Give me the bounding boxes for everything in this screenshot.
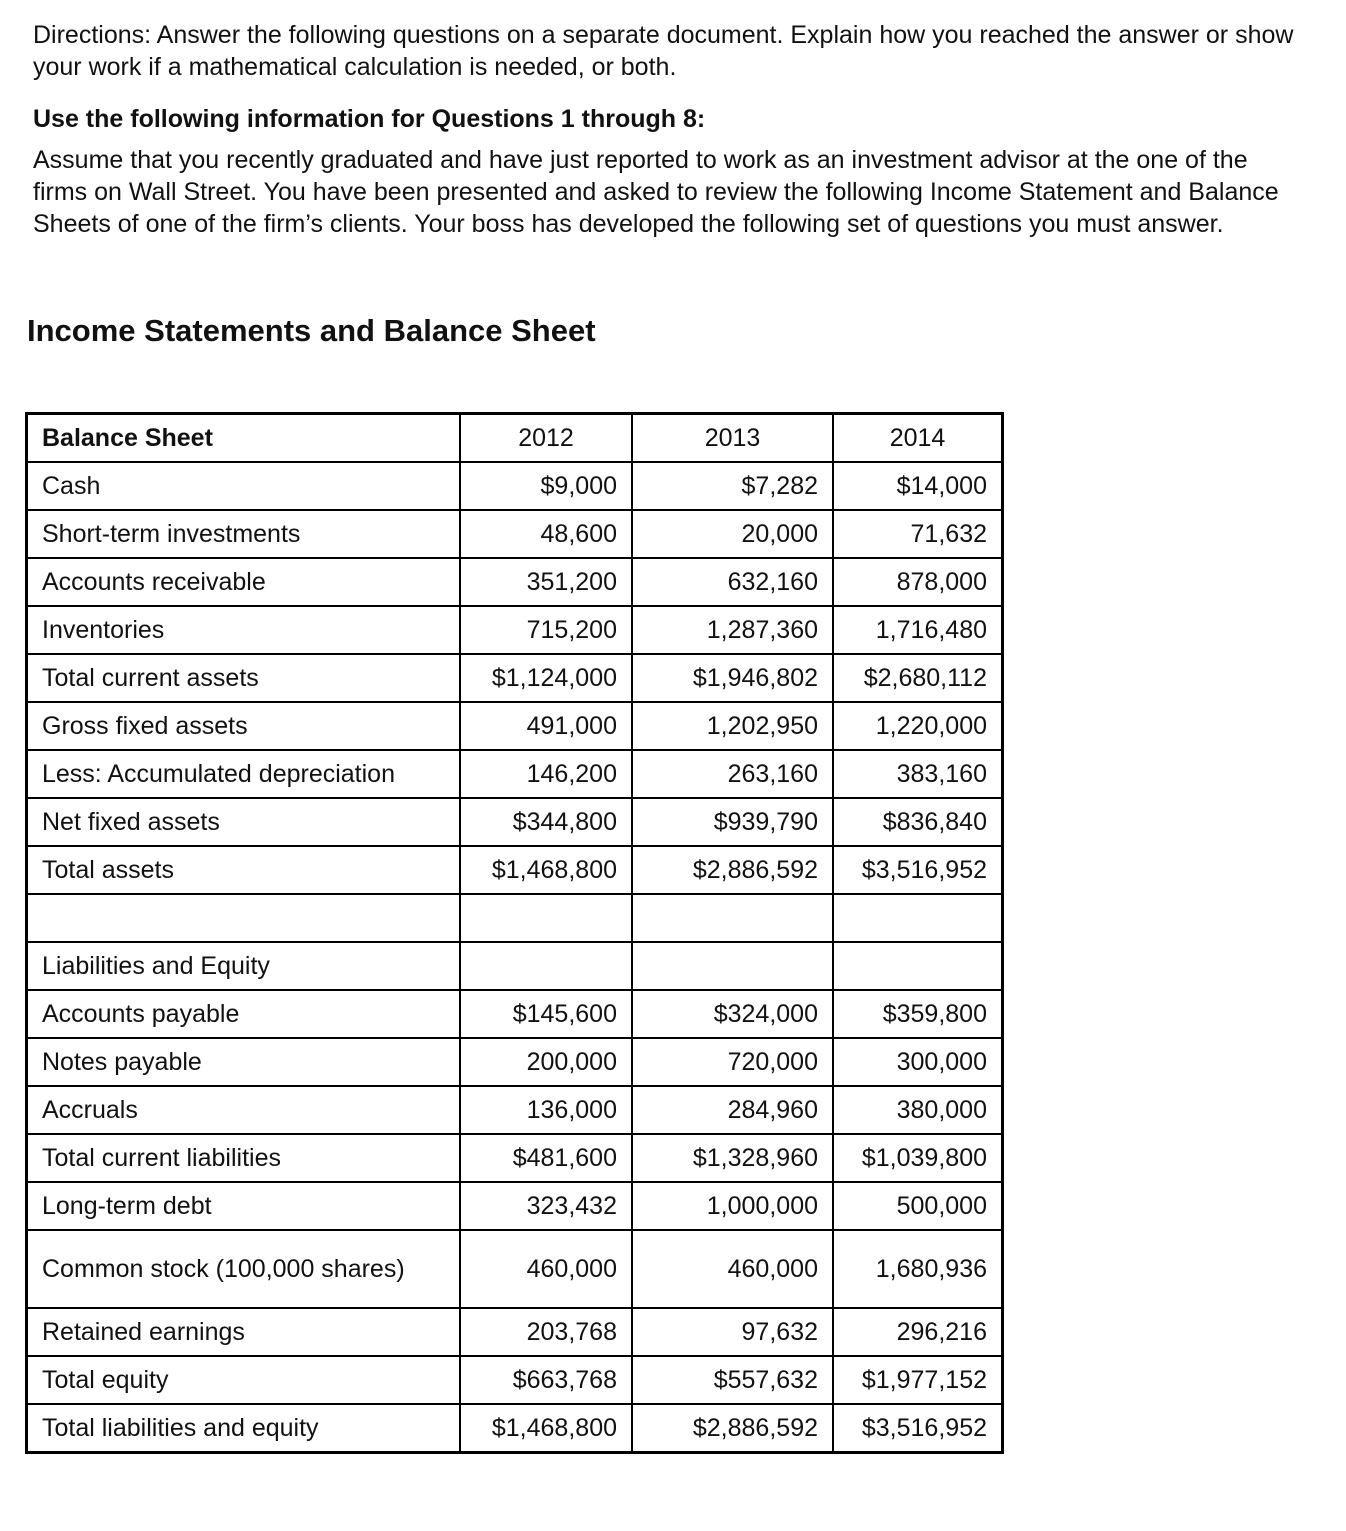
row-label: Cash — [27, 462, 461, 510]
table-row-gross-fixed-assets — [27, 702, 1003, 750]
cell-2014: 300,000 — [833, 1038, 1003, 1086]
cell-2013: $2,886,592 — [632, 1404, 833, 1453]
row-label: Total current liabilities — [27, 1134, 461, 1182]
cell-2013: 284,960 — [632, 1086, 833, 1134]
cell-2013: 720,000 — [632, 1038, 833, 1086]
cell-2013: $324,000 — [632, 990, 833, 1038]
cell-2013: 1,202,950 — [632, 702, 833, 750]
cell-2013: 263,160 — [632, 750, 833, 798]
cell-2013: 1,000,000 — [632, 1182, 833, 1230]
cell-2012: $481,600 — [460, 1134, 632, 1182]
table-row-total-current-assets — [27, 654, 1003, 702]
cell-2014: $359,800 — [833, 990, 1003, 1038]
cell-2012: $9,000 — [460, 462, 632, 510]
row-label: Liabilities and Equity — [27, 942, 461, 990]
cell-2012: $1,124,000 — [460, 654, 632, 702]
cell-2012: $1,468,800 — [460, 846, 632, 894]
cell-2014: 878,000 — [833, 558, 1003, 606]
header-2014: 2014 — [833, 414, 1003, 463]
cell-2014: 71,632 — [833, 510, 1003, 558]
table-row-notes-payable — [27, 1038, 1003, 1086]
row-label: Accounts payable — [27, 990, 461, 1038]
cell-2014: $14,000 — [833, 462, 1003, 510]
cell-2013: $557,632 — [632, 1356, 833, 1404]
header-balance-sheet: Balance Sheet — [27, 414, 461, 463]
row-label: Net fixed assets — [27, 798, 461, 846]
table-row-total-equity — [27, 1356, 1003, 1404]
header-2012: 2012 — [460, 414, 632, 463]
cell-2013 — [632, 942, 833, 990]
row-label: Notes payable — [27, 1038, 461, 1086]
table-row-short-term-investments — [27, 510, 1003, 558]
cell-2014: 1,220,000 — [833, 702, 1003, 750]
table-header-row — [27, 414, 1003, 463]
table-row-net-fixed-assets — [27, 798, 1003, 846]
cell-2013: $7,282 — [632, 462, 833, 510]
cell-2012: 203,768 — [460, 1308, 632, 1356]
questions-info-heading: Use the following information for Questions 1 through 8: — [33, 105, 706, 133]
cell-2013: 20,000 — [632, 510, 833, 558]
row-label: Total equity — [27, 1356, 461, 1404]
balance-sheet-table — [25, 412, 1004, 1454]
cell-2014: $2,680,112 — [833, 654, 1003, 702]
cell-2013: 460,000 — [632, 1230, 833, 1308]
cell-2012 — [460, 942, 632, 990]
row-label: Long-term debt — [27, 1182, 461, 1230]
table-row-accruals — [27, 1086, 1003, 1134]
cell-2012 — [460, 894, 632, 942]
row-label: Retained earnings — [27, 1308, 461, 1356]
table-row-inventories — [27, 606, 1003, 654]
cell-2012: 460,000 — [460, 1230, 632, 1308]
cell-2014: 1,716,480 — [833, 606, 1003, 654]
header-2013: 2013 — [632, 414, 833, 463]
section-title: Income Statements and Balance Sheet — [27, 313, 596, 348]
cell-2014 — [833, 894, 1003, 942]
cell-2014: $3,516,952 — [833, 1404, 1003, 1453]
table-row-long-term-debt — [27, 1182, 1003, 1230]
table-row-liabilities-and-equity-heading — [27, 942, 1003, 990]
cell-2013: 1,287,360 — [632, 606, 833, 654]
row-label — [27, 894, 461, 942]
cell-2012: 351,200 — [460, 558, 632, 606]
row-label: Less: Accumulated depreciation — [27, 750, 461, 798]
cell-2014: $1,039,800 — [833, 1134, 1003, 1182]
cell-2014 — [833, 942, 1003, 990]
cell-2014: 500,000 — [833, 1182, 1003, 1230]
row-label: Accruals — [27, 1086, 461, 1134]
cell-2014: 380,000 — [833, 1086, 1003, 1134]
cell-2013: $1,328,960 — [632, 1134, 833, 1182]
cell-2012: 323,432 — [460, 1182, 632, 1230]
table-row-accounts-receivable — [27, 558, 1003, 606]
cell-2013: 97,632 — [632, 1308, 833, 1356]
cell-2012: $145,600 — [460, 990, 632, 1038]
row-label: Total current assets — [27, 654, 461, 702]
table-row-total-assets — [27, 846, 1003, 894]
cell-2012: 146,200 — [460, 750, 632, 798]
cell-2012: $1,468,800 — [460, 1404, 632, 1453]
scenario-text: Assume that you recently graduated and have just reported to work as an investment advisor at the one of the firms on Wall Street. You have been presented and asked to review the following Income Statement and Balance Sheets of one of the firm’s clients. Your boss has developed the following set of questions you must answer. — [33, 146, 1279, 238]
cell-2014: 296,216 — [833, 1308, 1003, 1356]
row-label: Inventories — [27, 606, 461, 654]
table-row-retained-earnings — [27, 1308, 1003, 1356]
directions-text: Directions: Answer the following questions on a separate document. Explain how you reached the answer or show your work if a mathematical calculation is needed, or both. — [33, 21, 1294, 81]
cell-2012: $344,800 — [460, 798, 632, 846]
table-row-common-stock — [27, 1230, 1003, 1308]
cell-2014: $3,516,952 — [833, 846, 1003, 894]
cell-2012: $663,768 — [460, 1356, 632, 1404]
row-label: Gross fixed assets — [27, 702, 461, 750]
cell-2012: 200,000 — [460, 1038, 632, 1086]
table-row-total-liabilities-and-equity — [27, 1404, 1003, 1453]
cell-2013: $939,790 — [632, 798, 833, 846]
cell-2012: 491,000 — [460, 702, 632, 750]
row-label: Common stock (100,000 shares) — [27, 1230, 461, 1308]
table-row-total-current-liabilities — [27, 1134, 1003, 1182]
table-row-blank — [27, 894, 1003, 942]
cell-2013: 632,160 — [632, 558, 833, 606]
cell-2014: $836,840 — [833, 798, 1003, 846]
table-row-cash — [27, 462, 1003, 510]
cell-2013 — [632, 894, 833, 942]
table-row-accumulated-depreciation — [27, 750, 1003, 798]
row-label: Total assets — [27, 846, 461, 894]
cell-2012: 136,000 — [460, 1086, 632, 1134]
cell-2012: 715,200 — [460, 606, 632, 654]
cell-2013: $1,946,802 — [632, 654, 833, 702]
cell-2014: 383,160 — [833, 750, 1003, 798]
row-label: Accounts receivable — [27, 558, 461, 606]
row-label: Short-term investments — [27, 510, 461, 558]
table-row-accounts-payable — [27, 990, 1003, 1038]
row-label: Total liabilities and equity — [27, 1404, 461, 1453]
cell-2012: 48,600 — [460, 510, 632, 558]
cell-2013: $2,886,592 — [632, 846, 833, 894]
cell-2014: $1,977,152 — [833, 1356, 1003, 1404]
cell-2014: 1,680,936 — [833, 1230, 1003, 1308]
